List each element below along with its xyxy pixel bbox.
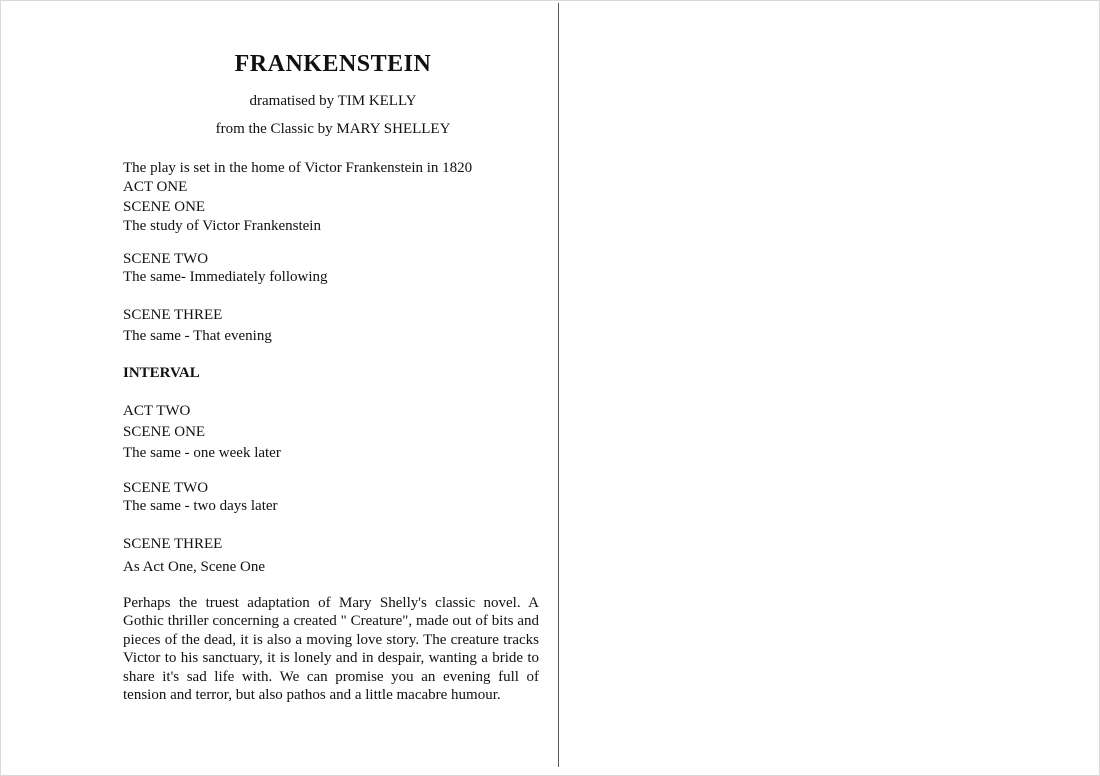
setting-line: The play is set in the home of Victor Frankenstein in 1820 <box>123 160 473 176</box>
play-title: FRANKENSTEIN <box>234 51 432 77</box>
act-one-scene-one-heading: SCENE ONE <box>123 199 206 215</box>
act-two-scene-two-desc: The same - two days later <box>123 498 278 514</box>
act-one-scene-two-desc: The same- Immediately following <box>123 269 328 285</box>
act-two-scene-two-heading: SCENE TWO <box>123 480 209 496</box>
act-one-scene-one-desc: The study of Victor Frankenstein <box>123 218 321 234</box>
synopsis-paragraph: Perhaps the truest adaptation of Mary Shelly's classic novel. A Gothic thriller concerning a created " Creature", made out of bits and pieces of the dead, it is also a moving love story. The creature tracks Victor to his sanctuary, it is lonely and in despair, wanting a bride to share it's sad life with. We can promise you an evening full of tension and terror, but also pathos and a little macabre humour. <box>123 595 539 704</box>
dramatised-by-line: dramatised by TIM KELLY <box>249 93 417 109</box>
act-two-heading: ACT TWO <box>123 403 191 419</box>
interval-heading: INTERVAL <box>123 365 200 381</box>
act-one-heading: ACT ONE <box>123 179 188 195</box>
act-one-scene-three-desc: The same - That evening <box>123 328 272 344</box>
blank-right-page <box>559 1 1099 775</box>
act-two-scene-three-heading: SCENE THREE <box>123 536 223 552</box>
act-one-scene-three-heading: SCENE THREE <box>123 307 223 323</box>
act-two-scene-one-heading: SCENE ONE <box>123 424 206 440</box>
act-two-scene-one-desc: The same - one week later <box>123 445 281 461</box>
source-credit-line: from the Classic by MARY SHELLEY <box>215 121 451 137</box>
act-one-scene-two-heading: SCENE TWO <box>123 251 209 267</box>
act-two-scene-three-desc: As Act One, Scene One <box>123 559 266 575</box>
